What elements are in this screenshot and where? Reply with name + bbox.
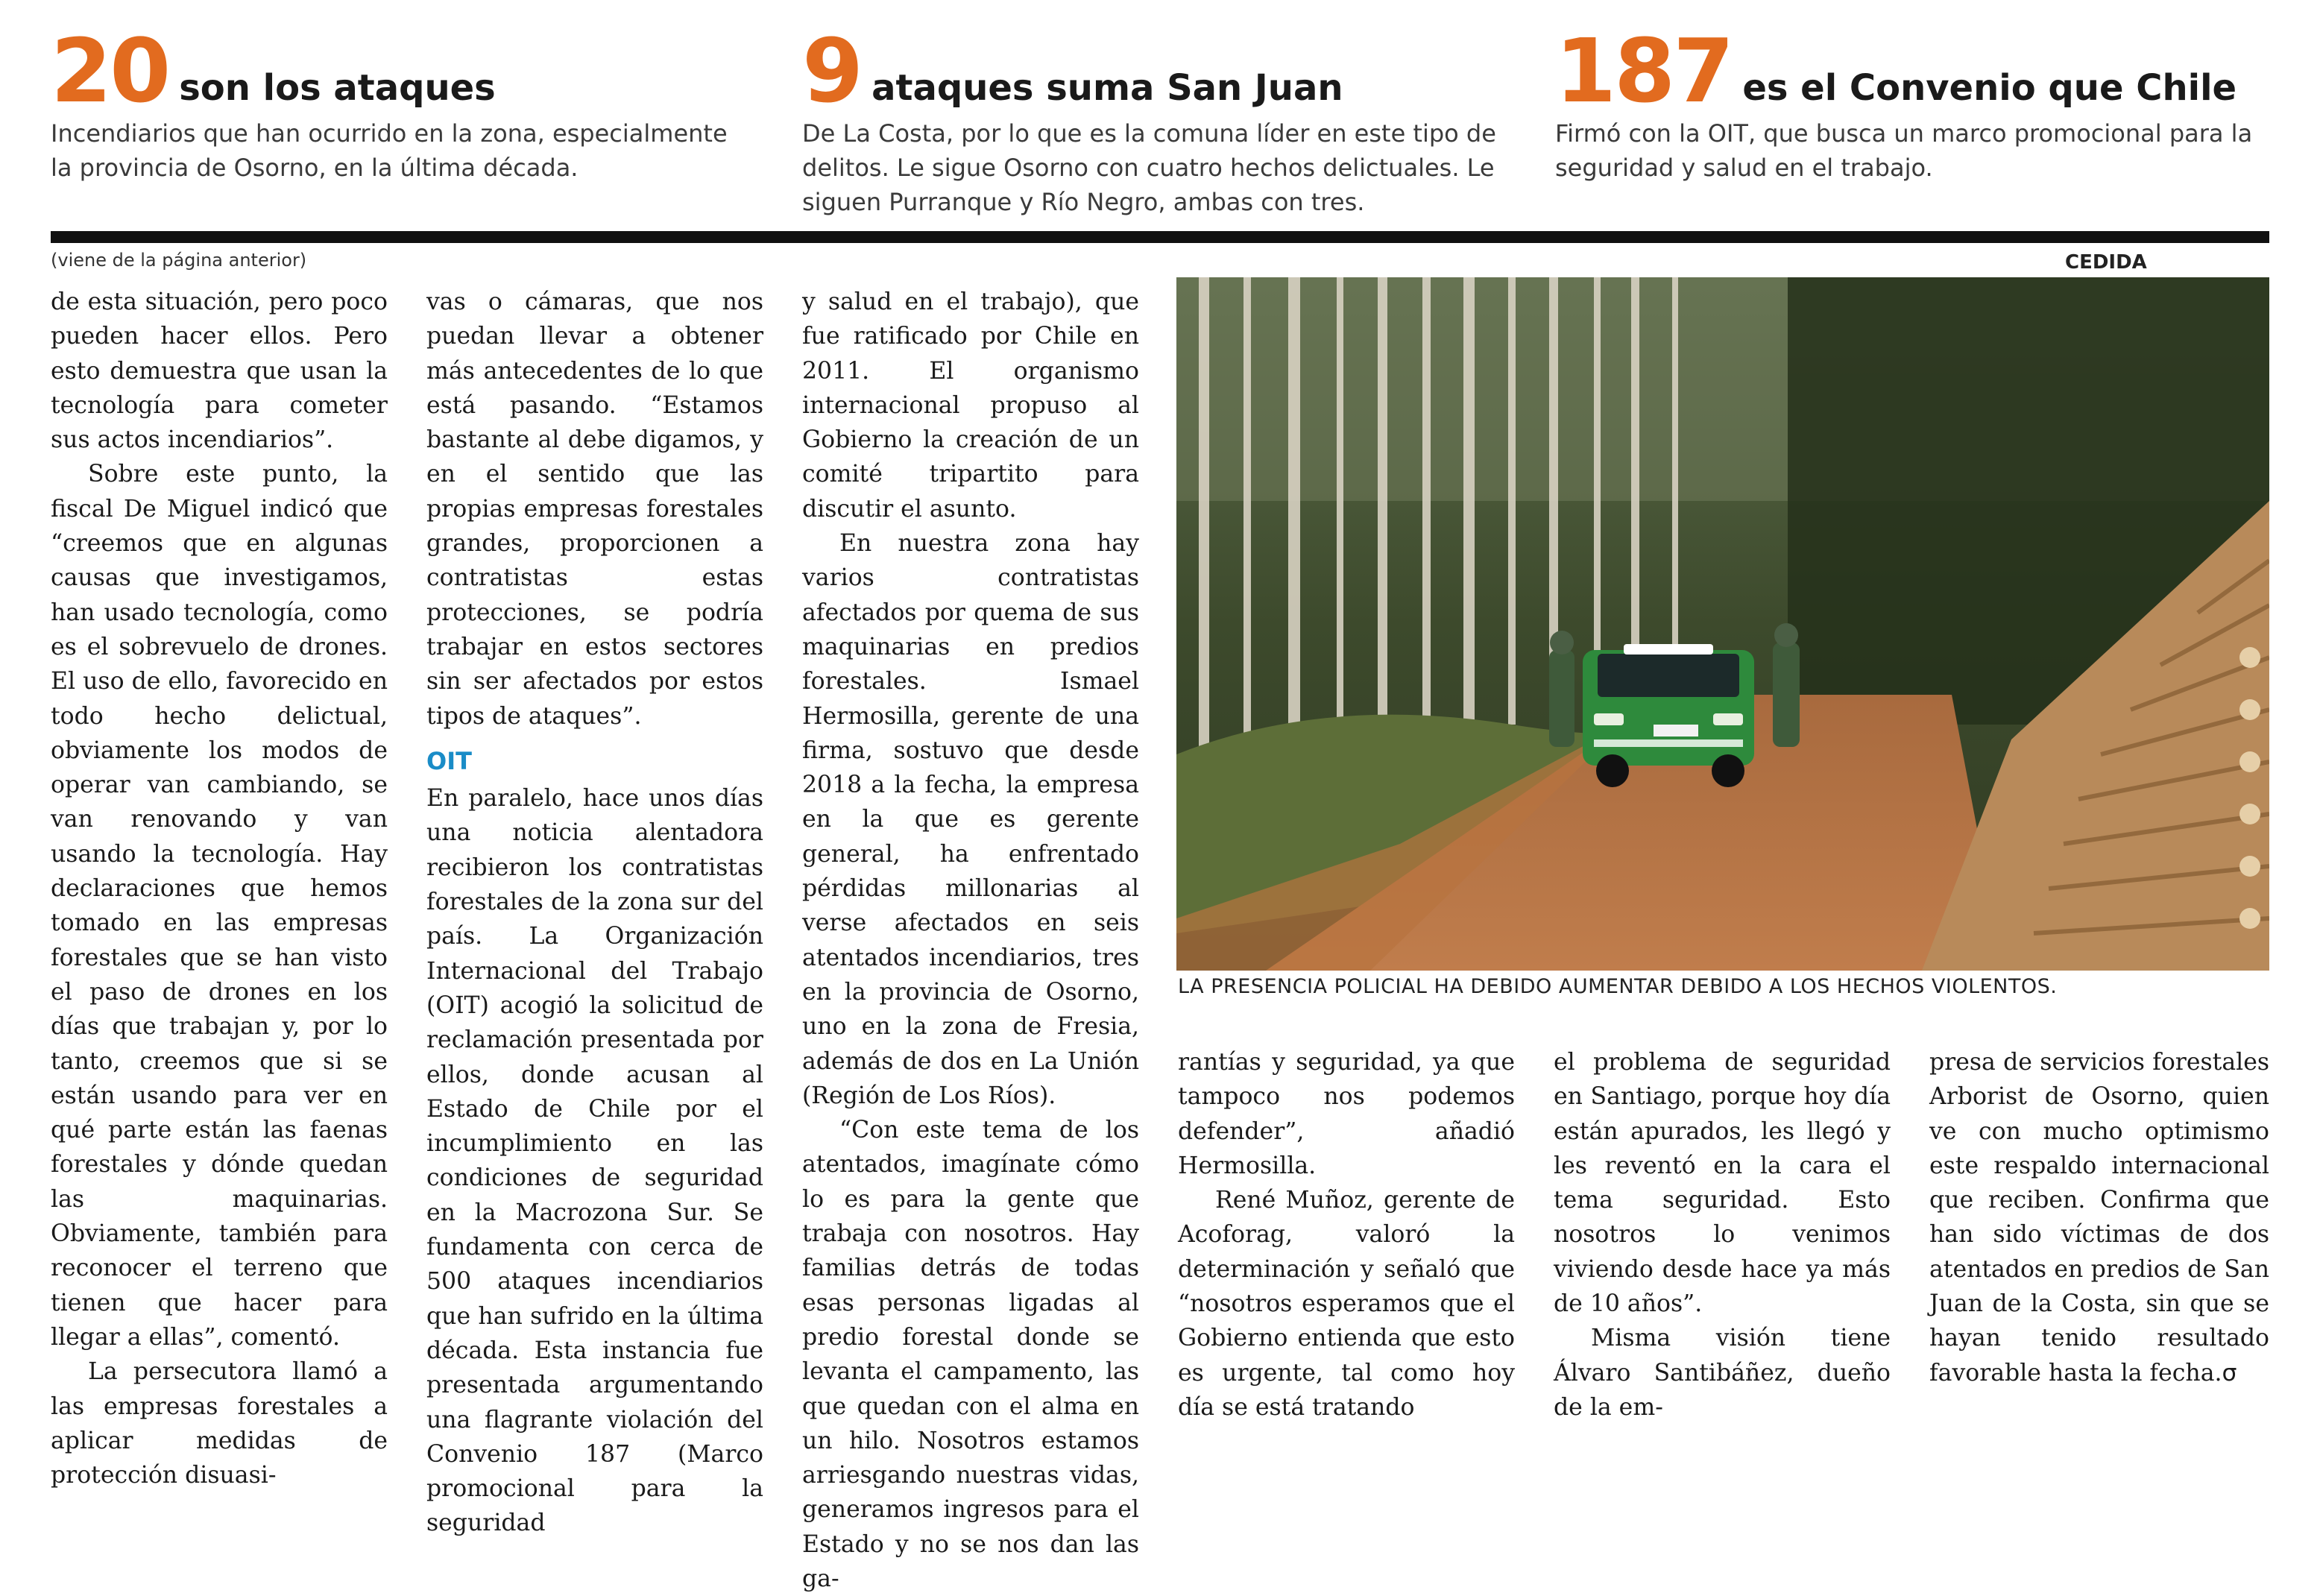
paragraph: “Con este tema de los atentados, imagínate cómo lo es para la gente que trabaja con nosotros. Hay familias detrás de todas esas personas ligadas al predio forestal donde se levanta el campamento, las que quedan con el alma en un hilo. Nosotros estamos arriesgando nuestras vidas, generamos ingresos para el Estado y no se nos dan las ga- <box>802 1117 1139 1592</box>
photo-caption: LA PRESENCIA POLICIAL HA DEBIDO AUMENTAR DEBIDO A LOS HECHOS VIOLENTOS. <box>1178 975 2058 998</box>
stat-subtitle: Incendiarios que han ocurrido en la zona, especialmente la provincia de Osorno, en la última década. <box>51 119 728 182</box>
paragraph: En nuestra zona hay varios contratistas afectados por quema de sus maquinarias en predios forestales. Ismael Hermosilla, gerente de una firma, sostuvo que desde 2018 a la fecha, la empresa en la que es gerente general, ha enfrentado pérdidas millonarias al verse afectados en seis atentados incendiarios, tres en la provincia de Osorno, uno en la zona de Fresia, además de dos en La Unión (Región de Los Ríos). <box>802 530 1139 1109</box>
article-column-3 <box>802 285 1139 1596</box>
stat-subtitle: Firmó con la OIT, que busca un marco promocional para la seguridad y salud en el trabajo. <box>1555 119 2253 182</box>
paragraph: de esta situación, pero poco pueden hacer ellos. Pero esto demuestra que usan la tecnología para cometer sus actos incendiarios”. <box>51 288 388 454</box>
stat-number: 20 <box>51 19 169 122</box>
paragraph-text: presa de servicios forestales Arborist de Osorno, quien ve con mucho optimismo este respaldo internacional que reciben. Confirma que han sido víctimas de dos atentados en predios de San Juan de la Costa, sin que se hayan tenido resultado favorable hasta la fecha. <box>1929 1049 2269 1387</box>
paragraph <box>1929 1045 2269 1390</box>
section-subhead-oit: OIT <box>426 746 472 775</box>
stat-number: 187 <box>1555 19 1733 122</box>
news-photo-forest-police <box>1176 277 2269 971</box>
stat-subtitle: De La Costa, por lo que es la comuna líder en este tipo de delitos. Le sigue Osorno con cuatro hechos delictuales. Le siguen Purranque y Río Negro, ambas con tres. <box>802 119 1496 216</box>
paragraph: el problema de seguridad en Santiago, porque hoy día están apurados, les llegó y les reventó en la cara el tema seguridad. Esto nosotros lo venimos viviendo desde hace ya más de 10 años”. <box>1554 1049 1891 1318</box>
end-mark-icon: σ <box>2222 1359 2237 1387</box>
stat-headline: ataques suma San Juan <box>871 67 1343 109</box>
paragraph: y salud en el trabajo), que fue ratificado por Chile en 2011. El organismo internacional propuso al Gobierno la creación de un comité tripartito para discutir el asunto. <box>802 288 1139 523</box>
paragraph: Misma visión tiene Álvaro Santibáñez, dueño de la em- <box>1554 1325 1891 1421</box>
stat-block-convenio <box>1555 19 2271 185</box>
continued-note: (viene de la página anterior) <box>51 250 307 271</box>
article-column-6 <box>1929 1045 2269 1390</box>
divider-rule <box>51 231 2269 243</box>
paragraph: La persecutora llamó a las empresas forestales a aplicar medidas de protección disuasi- <box>51 1358 388 1489</box>
paragraph: rantías y seguridad, ya que tampoco nos podemos defender”, añadió Hermosilla. <box>1178 1049 1515 1179</box>
stat-headline: es el Convenio que Chile <box>1742 67 2237 109</box>
photo-credit: CEDIDA <box>2065 251 2147 274</box>
stat-number: 9 <box>802 19 862 122</box>
stat-headline: son los ataques <box>179 67 496 109</box>
stat-block-san-juan <box>802 19 1518 219</box>
paragraph: vas o cámaras, que nos puedan llevar a obtener más antecedentes de lo que está pasando. “Estamos bastante al debe digamos, y en el sentido que las propias empresas forestales grandes, proporcionen a contratistas estas protecciones, se podría trabajar en estos sectores sin ser afectados por estos tipos de ataques”. <box>426 288 763 730</box>
stat-block-attacks <box>51 19 766 185</box>
article-column-1 <box>51 285 388 1492</box>
paragraph: René Muñoz, gerente de Acoforag, valoró la determinación y señaló que “nosotros esperamos que el Gobierno entienda que esto es urgente, tal como hoy día se está tratando <box>1178 1187 1515 1421</box>
paragraph: En paralelo, hace unos días una noticia alentadora recibieron los contratistas forestales de la zona sur del país. La Organización Internacional del Trabajo (OIT) acogió la solicitud de reclamación presentada por ellos, donde acusan al Estado de Chile por el incumplimiento en las condiciones de seguridad en la Macrozona Sur. Se fundamenta con cerca de 500 ataques incendiarios que han sufrido en la última década. Esta instancia fue presentada argumentando una flagrante violación del Convenio 187 (Marco promocional para la seguridad <box>426 785 763 1537</box>
article-column-2 <box>426 285 763 1541</box>
article-column-4 <box>1178 1045 1515 1425</box>
paragraph: Sobre este punto, la fiscal De Miguel indicó que “creemos que en algunas causas que investigamos, han usado tecnología, como es el sobrevuelo de drones. El uso de ello, favorecido en todo hecho delictual, obviamente los modos de operar van cambiando, se van renovando y van usando la tecnología. Hay declaraciones que hemos tomado en las empresas forestales que se han visto el paso de drones en los días que trabajan y, por lo tanto, creemos que si se están usando para ver en qué parte están las faenas forestales y dónde quedan las maquinarias. Obviamente, también para reconocer el terreno que tienen que hacer para llegar a ellas”, comentó. <box>51 461 388 1351</box>
article-column-5 <box>1554 1045 1891 1425</box>
